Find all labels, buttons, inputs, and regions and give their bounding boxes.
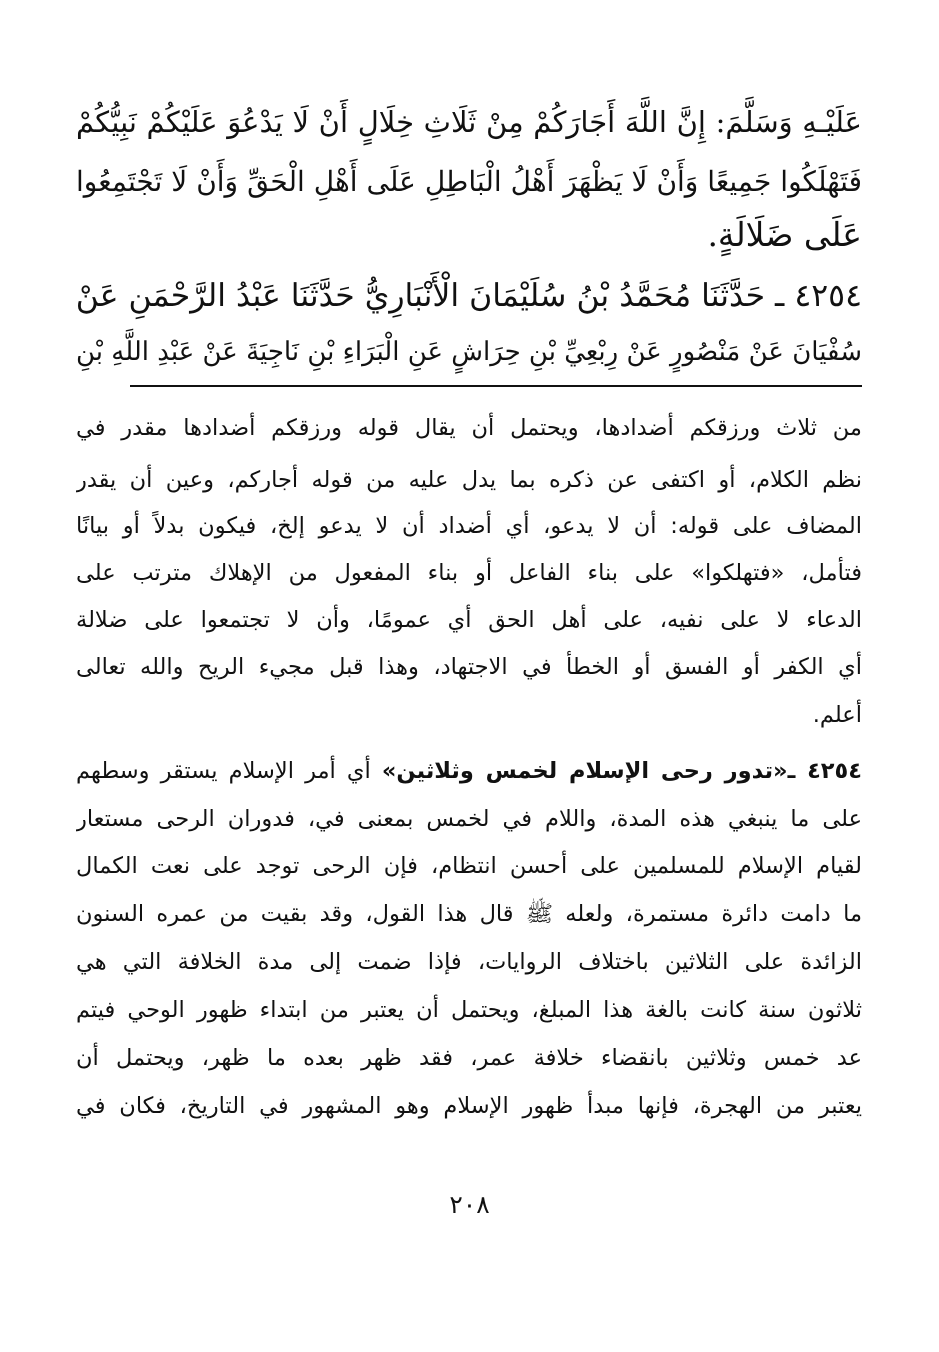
commentary2-hadith-number: ٤٢٥٤ ـ	[787, 758, 862, 784]
commentary2-line-6: ثلاثون سنة كانت بالغة هذا المبلغ، ويحتمل أن يعتبر من ابتداء ظهور الوحي فيتم	[76, 997, 862, 1023]
commentary-line-1: من ثلاث ورزقكم أضدادها، ويحتمل أن يقال قوله ورزقكم أضدادها مقدر في	[76, 415, 862, 441]
commentary-line-7: أعلم.	[812, 702, 862, 728]
hadith-line-4: ٤٢٥٤ ـ حَدَّثَنَا مُحَمَّدُ بْنُ سُلَيْمَانَ الْأَنْبَارِيُّ حَدَّثَنَا عَبْدُ الرَّحْمَنِ عَنْ	[76, 278, 862, 314]
commentary-line-5: الدعاء لا على نفيه، على أهل الحق أي عمومًا، وأن لا تجتمعوا على ضلالة	[76, 607, 862, 633]
commentary2-line-3: لقيام الإسلام للمسلمين على أحسن انتظام، فإن الرحى توجد على نعت الكمال	[76, 853, 862, 879]
hadith-line-5: سُفْيَانَ عَنْ مَنْصُورٍ عَنْ رِبْعِيِّ بْنِ حِرَاشٍ عَنِ الْبَرَاءِ بْنِ نَاجِيَةَ عَنْ عَبْدِ اللَّهِ بْنِ	[76, 337, 862, 367]
commentary2-lead-text: أي أمر الإسلام يستقر وسطهم	[76, 758, 382, 784]
commentary2-lead-line	[76, 749, 862, 795]
commentary-line-6: أي الكفر أو الفسق أو الخطأ في الاجتهاد، وهذا قبل مجيء الريح والله تعالى	[76, 654, 862, 680]
commentary2-line-5: الزائدة على الثلاثين باختلاف الروايات، فإذا ضمت إلى مدة الخلافة التي هي	[76, 949, 862, 975]
commentary-line-4: فتأمل، «فتهلكوا» على بناء الفاعل أو بناء المفعول من الإهلاك مترتب على	[76, 560, 862, 586]
commentary2-line-7: عد خمس وثلاثين بانقضاء خلافة عمر، فقد ظهر بعده ما ظهر، ويحتمل أن	[76, 1045, 862, 1071]
commentary-line-2: نظم الكلام، أو اكتفى عن ذكره بما يدل عليه من قوله أجاركم، وعين أن يقدر	[76, 467, 862, 493]
hadith-line-2: فَتَهْلَكُوا جَمِيعًا وَأَنْ لَا يَظْهَرَ أَهْلُ الْبَاطِلِ عَلَى أَهْلِ الْحَقِّ وَأَنْ لَا تَجْتَمِعُوا	[76, 165, 862, 198]
footnote-divider	[130, 385, 862, 387]
hadith-line-1: عَلَيْـهِ وَسَلَّمَ: إِنَّ اللَّهَ أَجَارَكُمْ مِنْ ثَلَاثِ خِلَالٍ أَنْ لَا يَدْعُوَ عَلَيْكُمْ نَبِيُّكُمْ	[76, 105, 862, 139]
commentary2-line-8: يعتبر من الهجرة، فإنها مبدأ ظهور الإسلام وهو المشهور في التاريخ، فكان في	[76, 1093, 862, 1119]
page-number: ٢٠٨	[449, 1190, 490, 1219]
commentary2-line-4: ما دامت دائرة مستمرة، ولعله ﷺ قال هذا القول، وقد بقيت من عمره السنون	[76, 901, 862, 927]
commentary-line-3: المضاف على قوله: أن لا يدعو، أي أضداد أن لا يدعو إلخ، فيكون بدلاً أو بيانًا	[76, 513, 862, 539]
commentary2-line-2: على ما ينبغي هذه المدة، واللام في لخمس بمعنى في، فدوران الرحى مستعار	[76, 806, 862, 832]
hadith-line-3: عَلَى ضَلَالَةٍ.	[707, 215, 862, 254]
commentary2-quoted-phrase: «تدور رحى الإسلام لخمس وثلاثين»	[381, 758, 788, 784]
